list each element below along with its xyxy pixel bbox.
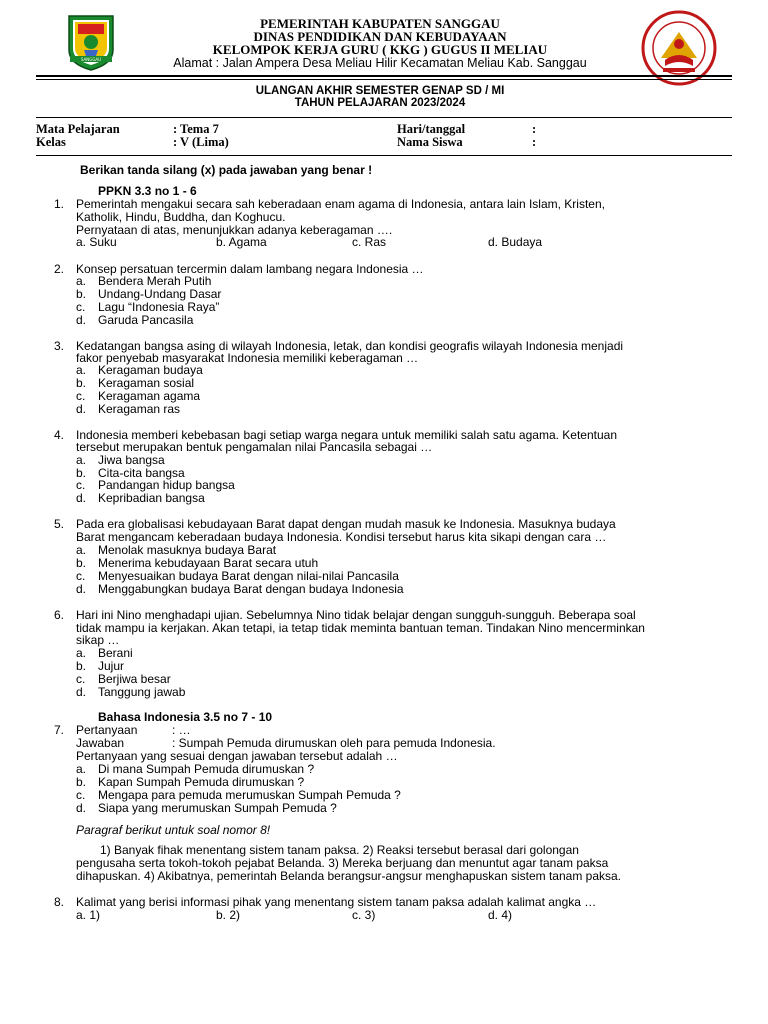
option-text: Undang-Undang Dasar bbox=[98, 287, 222, 301]
question-text: Kedatangan bangsa asing di wilayah Indonesia, letak, dan kondisi geografis wilayah Indonesia menjadi bbox=[76, 339, 624, 353]
header-rule-thick bbox=[36, 75, 732, 77]
question-number: 7. bbox=[54, 723, 65, 737]
option-text: Keragaman budaya bbox=[98, 363, 203, 377]
option-letter: a. bbox=[76, 762, 87, 776]
option-c: c. 3) bbox=[352, 908, 376, 922]
class-label: Kelas bbox=[36, 135, 66, 149]
option-b: b. 2) bbox=[216, 908, 241, 922]
option-text: Bendera Merah Putih bbox=[98, 274, 212, 288]
question-text: Pernyataan di atas, menunjukkan adanya keberagaman …. bbox=[76, 223, 393, 237]
question-text: Pemerintah mengakui secara sah keberadaan enam agama di Indonesia, antara lain Islam, Kristen, bbox=[76, 197, 605, 211]
question-text: Barat mengancam keberadaan budaya Indonesia. Kondisi tersebut harus kita sikapi dengan cara … bbox=[76, 530, 607, 544]
ask-value: : … bbox=[172, 723, 191, 737]
option-letter: d. bbox=[76, 313, 87, 327]
header-government: PEMERINTAH KABUPATEN SANGGAU bbox=[260, 16, 500, 31]
option-b: b. Agama bbox=[216, 235, 267, 249]
question-text: Indonesia memberi kebebasan bagi setiap warga negara untuk memiliki salah satu agama. Ketentuan bbox=[76, 428, 617, 442]
option-text: Kepribadian bangsa bbox=[98, 491, 205, 505]
option-letter: c. bbox=[76, 569, 86, 583]
subject-label: Mata Pelajaran bbox=[36, 122, 120, 136]
option-text: Keragaman ras bbox=[98, 402, 181, 416]
option-letter: c. bbox=[76, 300, 86, 314]
day-label: Hari/tanggal bbox=[397, 122, 466, 136]
option-letter: c. bbox=[76, 478, 86, 492]
option-text: Cita-cita bangsa bbox=[98, 466, 185, 480]
header-address: Alamat : Jalan Ampera Desa Meliau Hilir Kecamatan Meliau Kab. Sanggau bbox=[173, 56, 587, 70]
option-a: a. Suku bbox=[76, 235, 117, 249]
name-value: : bbox=[532, 135, 537, 149]
section-ppkn: PPKN 3.3 no 1 - 6 bbox=[98, 184, 197, 198]
option-text: Menyesuaikan budaya Barat dengan nilai-nilai Pancasila bbox=[98, 569, 399, 583]
name-label: Nama Siswa bbox=[397, 135, 463, 149]
question-number: 3. bbox=[54, 339, 65, 353]
option-letter: c. bbox=[76, 672, 86, 686]
option-text: Di mana Sumpah Pemuda dirumuskan ? bbox=[98, 762, 315, 776]
option-text: Jiwa bangsa bbox=[98, 453, 165, 467]
option-letter: b. bbox=[76, 556, 87, 570]
exam-year: TAHUN PELAJARAN 2023/2024 bbox=[294, 97, 466, 109]
option-letter: a. bbox=[76, 646, 87, 660]
question-text: Pada era globalisasi kebudayaan Barat dapat dengan mudah masuk ke Indonesia. Masuknya budaya bbox=[76, 517, 616, 531]
kabupaten-emblem-logo bbox=[66, 12, 116, 72]
option-text: Tanggung jawab bbox=[98, 685, 186, 699]
question-text: sikap … bbox=[76, 633, 120, 647]
option-letter: d. bbox=[76, 402, 87, 416]
section-bahasa-indonesia: Bahasa Indonesia 3.5 no 7 - 10 bbox=[98, 710, 273, 724]
header-group: KELOMPOK KERJA GURU ( KKG ) GUGUS II MELIAU bbox=[212, 42, 548, 57]
header-department: DINAS PENDIDIKAN DAN KEBUDAYAAN bbox=[253, 29, 507, 44]
option-d: d. 4) bbox=[488, 908, 513, 922]
paragraph-intro: Paragraf berikut untuk soal nomor 8! bbox=[76, 823, 271, 837]
question-number: 2. bbox=[54, 262, 65, 276]
question-text: tidak mampu ia kerjakan. Akan tetapi, ia tetap tidak meminta bantuan teman. Tindakan Nino mencerminkan bbox=[76, 621, 645, 635]
option-text: Pandangan hidup bangsa bbox=[98, 478, 235, 492]
option-letter: b. bbox=[76, 659, 87, 673]
option-text: Menolak masuknya budaya Barat bbox=[98, 543, 277, 557]
option-a: a. 1) bbox=[76, 908, 101, 922]
meta-rule-top bbox=[36, 117, 732, 118]
option-text: Lagu “Indonesia Raya” bbox=[98, 300, 220, 314]
day-value: : bbox=[532, 122, 537, 136]
option-text: Berani bbox=[98, 646, 133, 660]
option-text: Keragaman agama bbox=[98, 389, 201, 403]
option-letter: a. bbox=[76, 274, 87, 288]
svg-text:SANGGAU: SANGGAU bbox=[80, 57, 102, 62]
question-text: Pertanyaan yang sesuai dengan jawaban tersebut adalah … bbox=[76, 749, 398, 763]
ask-label: Pertanyaan bbox=[76, 723, 138, 737]
option-letter: c. bbox=[76, 788, 86, 802]
exam-title: ULANGAN AKHIR SEMESTER GENAP SD / MI bbox=[255, 85, 505, 97]
option-letter: d. bbox=[76, 582, 87, 596]
option-text: Keragaman sosial bbox=[98, 376, 195, 390]
option-text: Berjiwa besar bbox=[98, 672, 171, 686]
option-letter: b. bbox=[76, 287, 87, 301]
option-letter: a. bbox=[76, 453, 87, 467]
option-letter: b. bbox=[76, 466, 87, 480]
question-number: 1. bbox=[54, 197, 65, 211]
subject-value: : Tema 7 bbox=[173, 122, 219, 136]
answer-label: Jawaban bbox=[76, 736, 125, 750]
option-text: Garuda Pancasila bbox=[98, 313, 194, 327]
question-number: 8. bbox=[54, 895, 65, 909]
question-number: 4. bbox=[54, 428, 65, 442]
option-c: c. Ras bbox=[352, 235, 387, 249]
question-text: Konsep persatuan tercermin dalam lambang negara Indonesia … bbox=[76, 262, 424, 276]
paragraph-line: 1) Banyak fihak menentang sistem tanam paksa. 2) Reaksi tersebut berasal dari golongan bbox=[100, 843, 579, 857]
question-number: 5. bbox=[54, 517, 65, 531]
meta-rule-bottom bbox=[36, 155, 732, 156]
paragraph-line: pengusaha serta tokoh-tokoh pejabat Belanda. 3) Mereka berjuang dan menuntut agar tanam paksa bbox=[76, 856, 609, 870]
option-letter: a. bbox=[76, 543, 87, 557]
option-letter: c. bbox=[76, 389, 86, 403]
question-text: Hari ini Nino menghadapi ujian. Sebelumnya Nino tidak belajar dengan sungguh-sungguh. Beberapa soal bbox=[76, 608, 636, 622]
question-text: Kalimat yang berisi informasi pihak yang menentang sistem tanam paksa adalah kalimat angka … bbox=[76, 895, 597, 909]
question-number: 6. bbox=[54, 608, 65, 622]
option-text: Mengapa para pemuda merumuskan Sumpah Pemuda ? bbox=[98, 788, 401, 802]
answer-value: : Sumpah Pemuda dirumuskan oleh para pemuda Indonesia. bbox=[172, 736, 496, 750]
question-text: fakor penyebab masyarakat Indonesia memiliki keberagaman … bbox=[76, 351, 419, 365]
paragraph-line: dihapuskan. 4) Akibatnya, pemerintah Belanda berangsur-angsur menghapuskan sistem tanam paksa. bbox=[76, 869, 621, 883]
question-text: Katholik, Hindu, Buddha, dan Koghucu. bbox=[76, 210, 286, 224]
option-letter: d. bbox=[76, 801, 87, 815]
instruction: Berikan tanda silang (x) pada jawaban yang benar ! bbox=[80, 163, 373, 177]
option-letter: a. bbox=[76, 363, 87, 377]
option-d: d. Budaya bbox=[488, 235, 543, 249]
option-text: Kapan Sumpah Pemuda dirumuskan ? bbox=[98, 775, 305, 789]
question-text: tersebut merupakan bentuk pengamalan nilai Pancasila sebagai … bbox=[76, 440, 433, 454]
option-letter: b. bbox=[76, 376, 87, 390]
option-text: Siapa yang merumuskan Sumpah Pemuda ? bbox=[98, 801, 337, 815]
option-text: Jujur bbox=[98, 659, 125, 673]
option-letter: b. bbox=[76, 775, 87, 789]
option-letter: d. bbox=[76, 491, 87, 505]
class-value: : V (Lima) bbox=[173, 135, 229, 149]
option-letter: d. bbox=[76, 685, 87, 699]
header-rule-thin bbox=[36, 79, 732, 80]
option-text: Menggabungkan budaya Barat dengan budaya Indonesia bbox=[98, 582, 404, 596]
option-text: Menerima kebudayaan Barat secara utuh bbox=[98, 556, 319, 570]
